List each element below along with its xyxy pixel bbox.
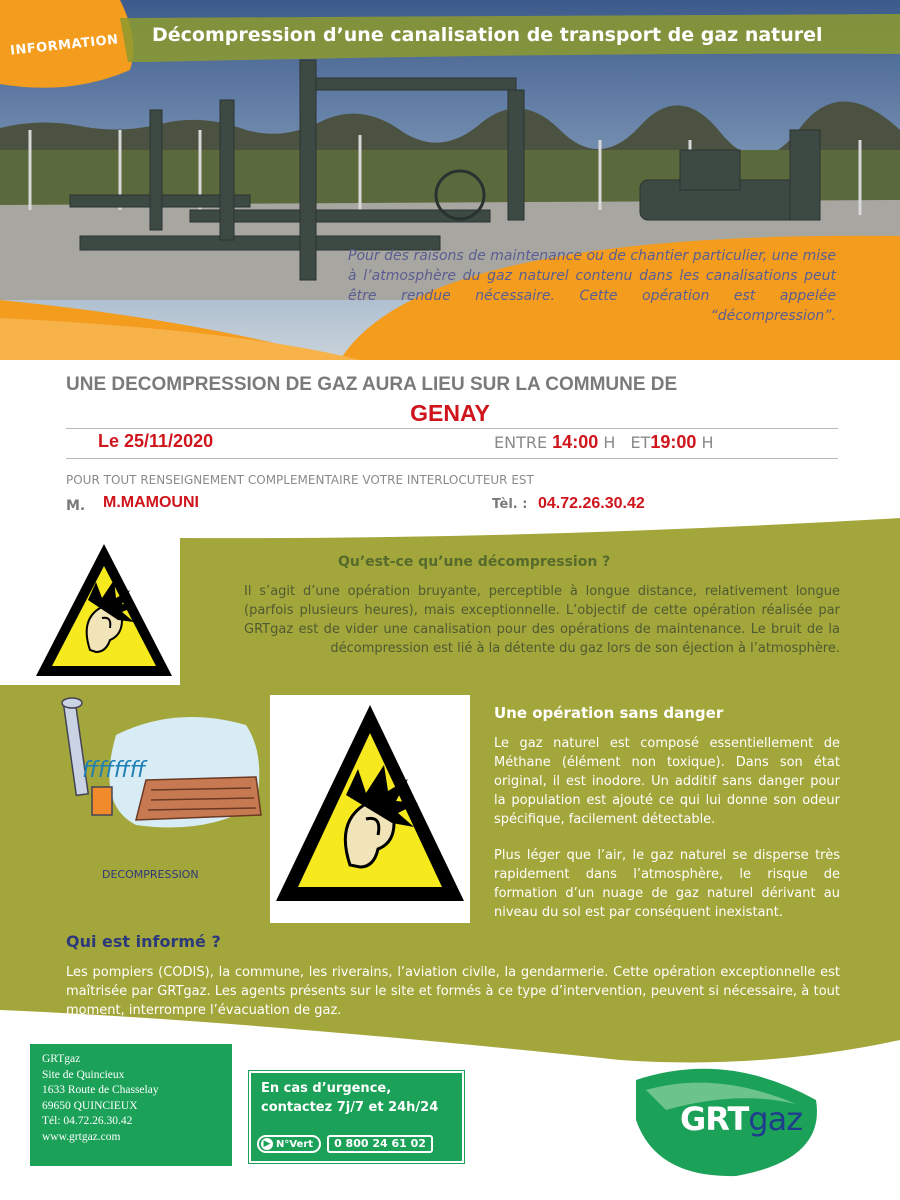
phone-arrow-icon: ▶ [261,1138,273,1150]
logo-grt: GRT [680,1100,749,1138]
info-label: POUR TOUT RENSEIGNEMENT COMPLEMENTAIRE VOTRE INTERLOCUTEUR EST [66,473,534,487]
address-line: Site de Quincieux [42,1068,125,1081]
emergency-line-2: contactez 7j/7 et 24h/24 [261,1100,439,1115]
logo-gaz: gaz [748,1100,803,1138]
noise-warning-sign [30,540,178,682]
header [0,0,900,360]
start-time: 14:00 [552,432,599,452]
sound-text: ffffffff [82,758,146,783]
address-line: www.grtgaz.com [42,1130,121,1143]
hour-label: H [701,433,714,452]
illustration-caption: DECOMPRESSION [102,868,199,881]
tel-label: Tèl. : [492,497,528,512]
section-text-what: Il s’agit d’une opération bruyante, perceptible à longue distance, relativement longue (parfois plusieurs heures), mais exceptionnelle. L’objectif de cette opération réalisée par GRTgaz est de vider une canalisation pour des opérations de maintenance. Le bruit de la décompression est lié à la détente du gaz lors de son éjection à l’atmosphère. [244,584,840,656]
noise-warning-sign [270,695,470,923]
contact-prefix: M. [66,498,86,514]
section-title-what: Qu’est-ce qu’une décompression ? [338,554,611,570]
noise-warning-icon [270,695,470,923]
and-label: ET [630,433,651,452]
numero-vert-number: 0 800 24 61 02 [327,1135,433,1153]
information-tag: INFORMATION [9,32,120,59]
commune-name: GENAY [410,400,490,426]
emergency-box [249,1071,464,1163]
logo-text [680,1100,802,1138]
section-title-who: Qui est informé ? [66,932,221,951]
page-title: Décompression d’une canalisation de transport de gaz naturel [152,24,823,46]
address-box [30,1044,232,1166]
section-text-who: Les pompiers (CODIS), la commune, les riverains, l’aviation civile, la gendarmerie. Cette opération exceptionnelle est maîtrisée par GRTgaz. Les agents présents sur le site et formés à ce type d’intervention, peuvent si nécessaire, à tout moment, interrompre l’évacuation de gaz. [66,965,840,1018]
between-label: ENTRE [494,433,548,452]
address-line: GRTgaz [42,1053,81,1065]
intro-text: Pour des raisons de maintenance ou de chantier particulier, une mise à l’atmosphère du gaz naturel contenu dans les canalisations peut être rendue nécessaire. Cette opération est appelée “décompression”. [348,248,836,324]
section-title-safe: Une opération sans danger [494,704,724,722]
numero-vert [257,1134,457,1154]
announcement [0,360,900,540]
time-range [494,432,714,453]
contact-name: M.MAMOUNI [103,494,199,511]
noise-warning-icon [30,540,178,682]
address-line: Tél: 04.72.26.30.42 [42,1115,133,1127]
tel-value: 04.72.26.30.42 [538,495,645,512]
announcement-headline: UNE DECOMPRESSION DE GAZ AURA LIEU SUR LA COMMUNE DE [66,374,678,395]
divider [66,428,838,429]
numero-vert-badge [257,1135,321,1153]
end-time: 19:00 [650,432,697,452]
section-text-safe-1: Le gaz naturel est composé essentiellement de Méthane (élément non toxique). Dans son état original, il est inodore. Un additif sans danger pour la population est ajouté ce qui lui donne son odeur spécifique, facilement détectable. [494,736,840,827]
section-text-safe-2: Plus léger que l’air, le gaz naturel se disperse très rapidement dans l’atmosphère, le risque de formation d’un nuage de gaz naturel dérivant au niveau du sol est par conséquent inexistant. [494,848,840,920]
event-date: Le 25/11/2020 [98,431,214,451]
gas-vent-icon [56,695,266,845]
divider [66,458,838,459]
grtgaz-logo [626,1060,846,1180]
hour-label: H [603,433,616,452]
address-line: 1633 Route de Chasselay [42,1084,159,1096]
numero-vert-label: N°Vert [276,1138,314,1150]
decompression-illustration [56,695,266,845]
emergency-line-1: En cas d’urgence, [261,1081,392,1096]
address-line: 69650 QUINCIEUX [42,1099,138,1112]
